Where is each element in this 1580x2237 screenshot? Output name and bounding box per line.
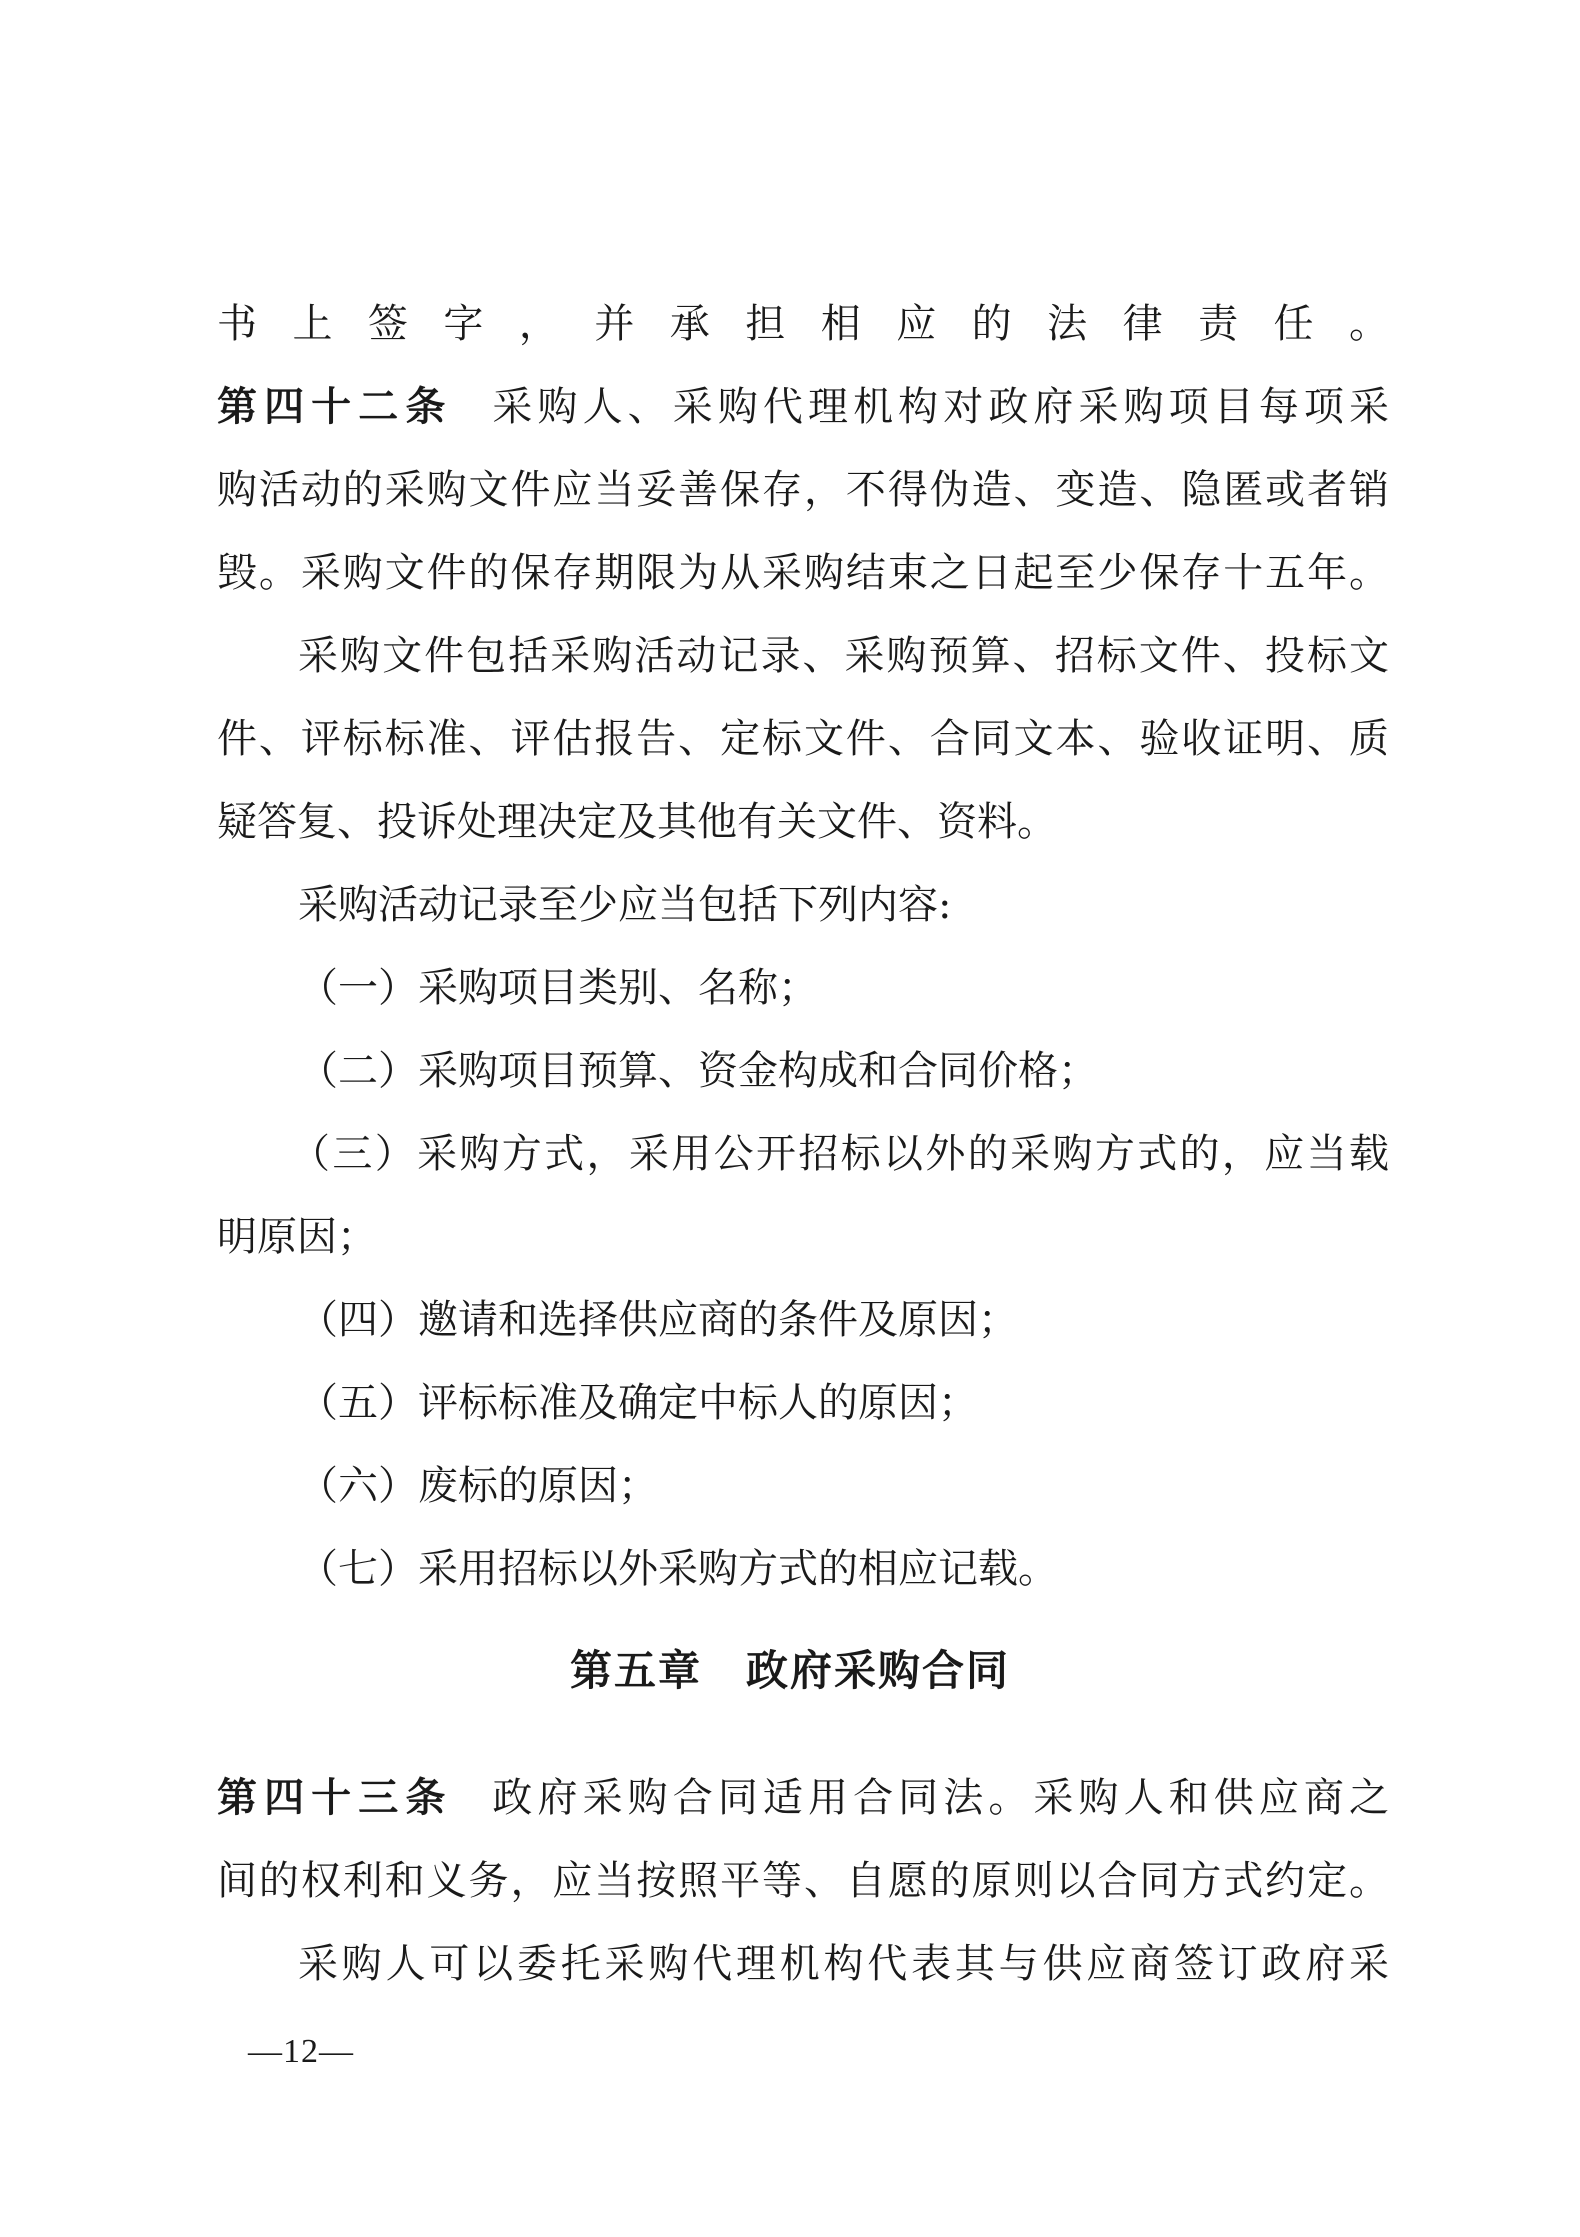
text-line-8 (298, 877, 1580, 933)
article-42-text: 采购人、采购代理机构对政府采购项目每项采 (492, 384, 1390, 430)
line-text: 明原因； (217, 1214, 377, 1260)
line-text: （四）邀请和选择供应商的条件及原因； (298, 1297, 1018, 1343)
line-text: 毁。采购文件的保存期限为从采购结束之日起至少保存十五年。 (217, 550, 1389, 596)
list-item-2 (298, 1043, 1580, 1099)
article-42-first-line (217, 379, 1389, 435)
text-line-19 (217, 1853, 1389, 1909)
line-text: （六）废标的原因； (298, 1463, 658, 1509)
text-line-3 (217, 462, 1389, 518)
chapter-number: 第五章 (569, 1646, 702, 1695)
text-line-7 (217, 794, 1580, 850)
line-text: （七）采用招标以外采购方式的相应记载。 (298, 1546, 1058, 1592)
text-line-5 (298, 628, 1389, 684)
article-43-text: 政府采购合同适用合同法。采购人和供应商之 (492, 1775, 1390, 1821)
line-text: 疑答复、投诉处理决定及其他有关文件、资料。 (217, 799, 1057, 845)
text-line-4 (217, 545, 1389, 601)
line-text: （三）采购方式，采用公开招标以外的采购方式的，应当载 (290, 1131, 1389, 1177)
article-43-first-line (217, 1770, 1389, 1826)
line-text: 书上签字，并承担相应的法律责任。 (217, 301, 1389, 347)
list-item-3 (290, 1126, 1389, 1182)
line-text: 购活动的采购文件应当妥善保存，不得伪造、变造、隐匿或者销 (217, 467, 1389, 513)
line-text: （五）评标标准及确定中标人的原因； (298, 1380, 978, 1426)
line-text: （一）采购项目类别、名称； (298, 965, 818, 1011)
line-text: 件、评标标准、评估报告、定标文件、合同文本、验收证明、质 (217, 716, 1389, 762)
article-42-heading: 第四十二条 (217, 384, 453, 430)
line-text: （二）采购项目预算、资金构成和合同价格； (298, 1048, 1098, 1094)
list-item-7 (298, 1541, 1580, 1597)
list-item-6 (298, 1458, 1580, 1514)
chapter-heading (0, 1642, 1580, 1700)
text-line-20 (298, 1936, 1389, 1992)
text-line-6 (217, 711, 1389, 767)
line-text: 采购活动记录至少应当包括下列内容: (298, 882, 952, 928)
line-text: 采购人可以委托采购代理机构代表其与供应商签订政府采 (298, 1941, 1389, 1987)
list-item-3-cont (217, 1209, 1580, 1265)
chapter-title: 政府采购合同 (746, 1646, 1011, 1695)
text-line-1 (217, 296, 1389, 352)
list-item-5 (298, 1375, 1580, 1431)
page-number: —12— (248, 2033, 354, 2070)
list-item-4 (298, 1292, 1580, 1348)
line-text: 间的权利和义务，应当按照平等、自愿的原则以合同方式约定。 (217, 1858, 1389, 1904)
article-43-heading: 第四十三条 (217, 1775, 453, 1821)
line-text: 采购文件包括采购活动记录、采购预算、招标文件、投标文 (298, 633, 1389, 679)
list-item-1 (298, 960, 1580, 1016)
